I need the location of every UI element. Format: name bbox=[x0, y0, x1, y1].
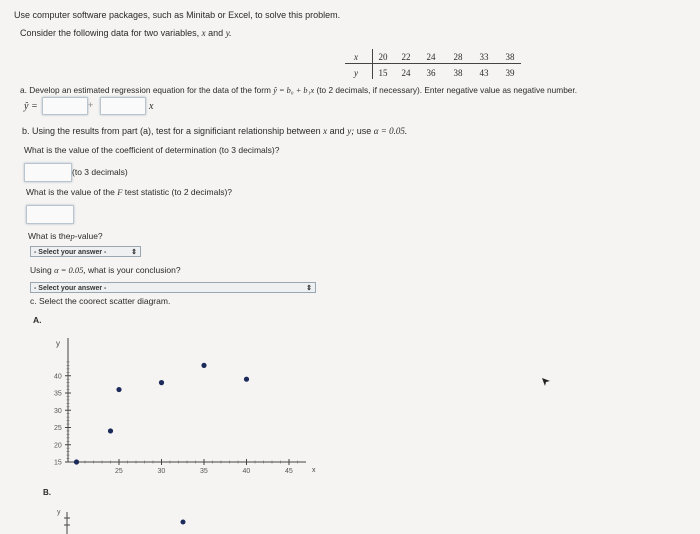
r2-hint: (to 3 decimals) bbox=[72, 167, 128, 177]
table-x-value: 38 bbox=[505, 52, 515, 62]
table-y-value: 24 bbox=[401, 68, 411, 78]
p-value-question: What is thep-value? bbox=[28, 231, 103, 241]
table-y-value: 38 bbox=[453, 68, 463, 78]
part-b-question: b. Using the results from part (a), test for a significiant relationship between x and y; use α = 0.05. bbox=[22, 126, 408, 136]
b1-input[interactable] bbox=[100, 97, 146, 115]
scatter-chart-b[interactable] bbox=[55, 500, 205, 534]
table-y-value: 39 bbox=[505, 68, 515, 78]
x-tick-label: 40 bbox=[242, 468, 251, 475]
scatter-point bbox=[159, 380, 164, 385]
select-arrows-icon: ⇕ bbox=[306, 285, 312, 292]
select-arrows-icon: ⇕ bbox=[131, 249, 137, 256]
scatter-point bbox=[244, 377, 249, 382]
table-x-value: 33 bbox=[479, 52, 489, 62]
y-tick-label: 35 bbox=[54, 390, 62, 398]
table-divider-vertical bbox=[372, 49, 373, 79]
table-x-value: 20 bbox=[378, 52, 388, 62]
part-c-question: c. Select the coorect scatter diagram. bbox=[30, 296, 171, 306]
plus-sign: + bbox=[88, 100, 94, 110]
table-y-value: 43 bbox=[479, 68, 489, 78]
x-tick-label: 30 bbox=[157, 468, 166, 475]
intro-text: Use computer software packages, such as Minitab or Excel, to solve this problem. bbox=[14, 10, 341, 20]
option-b-label[interactable]: B. bbox=[43, 488, 51, 497]
y-tick-label: 40 bbox=[54, 373, 62, 381]
y-tick-label: 15 bbox=[54, 459, 62, 467]
r2-input[interactable] bbox=[24, 163, 72, 182]
part-a-question: a. Develop an estimated regression equation for the data of the form ŷ = b₀ + b₁x (to 2 decimals, if necessary). Enter negative value as negative number. bbox=[20, 85, 578, 95]
table-y-value: 15 bbox=[378, 68, 388, 78]
p-value-select[interactable]: - Select your answer - ⇕ bbox=[30, 246, 141, 257]
f-statistic-input[interactable] bbox=[26, 205, 74, 224]
chart-b-point bbox=[181, 520, 186, 525]
scatter-chart-a[interactable] bbox=[30, 330, 320, 482]
table-x-label: x bbox=[354, 52, 358, 62]
table-divider-horizontal bbox=[345, 63, 521, 64]
y-tick-label: 30 bbox=[54, 407, 62, 415]
yhat-label: ŷ = bbox=[24, 101, 38, 112]
x-tick-label: 35 bbox=[200, 468, 208, 475]
scatter-point bbox=[116, 387, 121, 392]
chart-b-y-axis-label: y bbox=[57, 509, 61, 516]
table-x-value: 22 bbox=[401, 52, 411, 62]
table-y-value: 36 bbox=[426, 68, 436, 78]
r2-question: What is the value of the coefficient of determination (to 3 decimals)? bbox=[24, 145, 280, 155]
y-tick-label: 25 bbox=[54, 425, 62, 432]
b0-input[interactable] bbox=[42, 97, 88, 115]
scatter-point bbox=[74, 459, 79, 464]
conclusion-select[interactable]: - Select your answer - ⇕ bbox=[30, 282, 316, 293]
table-x-value: 24 bbox=[426, 52, 436, 62]
x-tick-label: 25 bbox=[115, 468, 123, 475]
y-tick-label: 20 bbox=[54, 442, 62, 450]
consider-text: Consider the following data for two variables, x and y. bbox=[20, 28, 232, 38]
y-axis-label: y bbox=[56, 339, 60, 348]
x-label: x bbox=[149, 101, 154, 112]
table-x-value: 28 bbox=[453, 52, 463, 62]
option-a-label[interactable]: A. bbox=[33, 315, 42, 325]
f-question: What is the value of the F test statistic (to 2 decimals)? bbox=[26, 187, 233, 197]
table-y-label: y bbox=[354, 68, 358, 78]
scatter-point bbox=[108, 428, 113, 433]
x-axis-label: x bbox=[312, 467, 316, 474]
mouse-cursor-icon bbox=[541, 377, 551, 387]
x-tick-label: 45 bbox=[285, 468, 293, 475]
scatter-point bbox=[201, 363, 206, 368]
conclusion-question: Using α = 0.05, what is your conclusion? bbox=[30, 265, 181, 275]
